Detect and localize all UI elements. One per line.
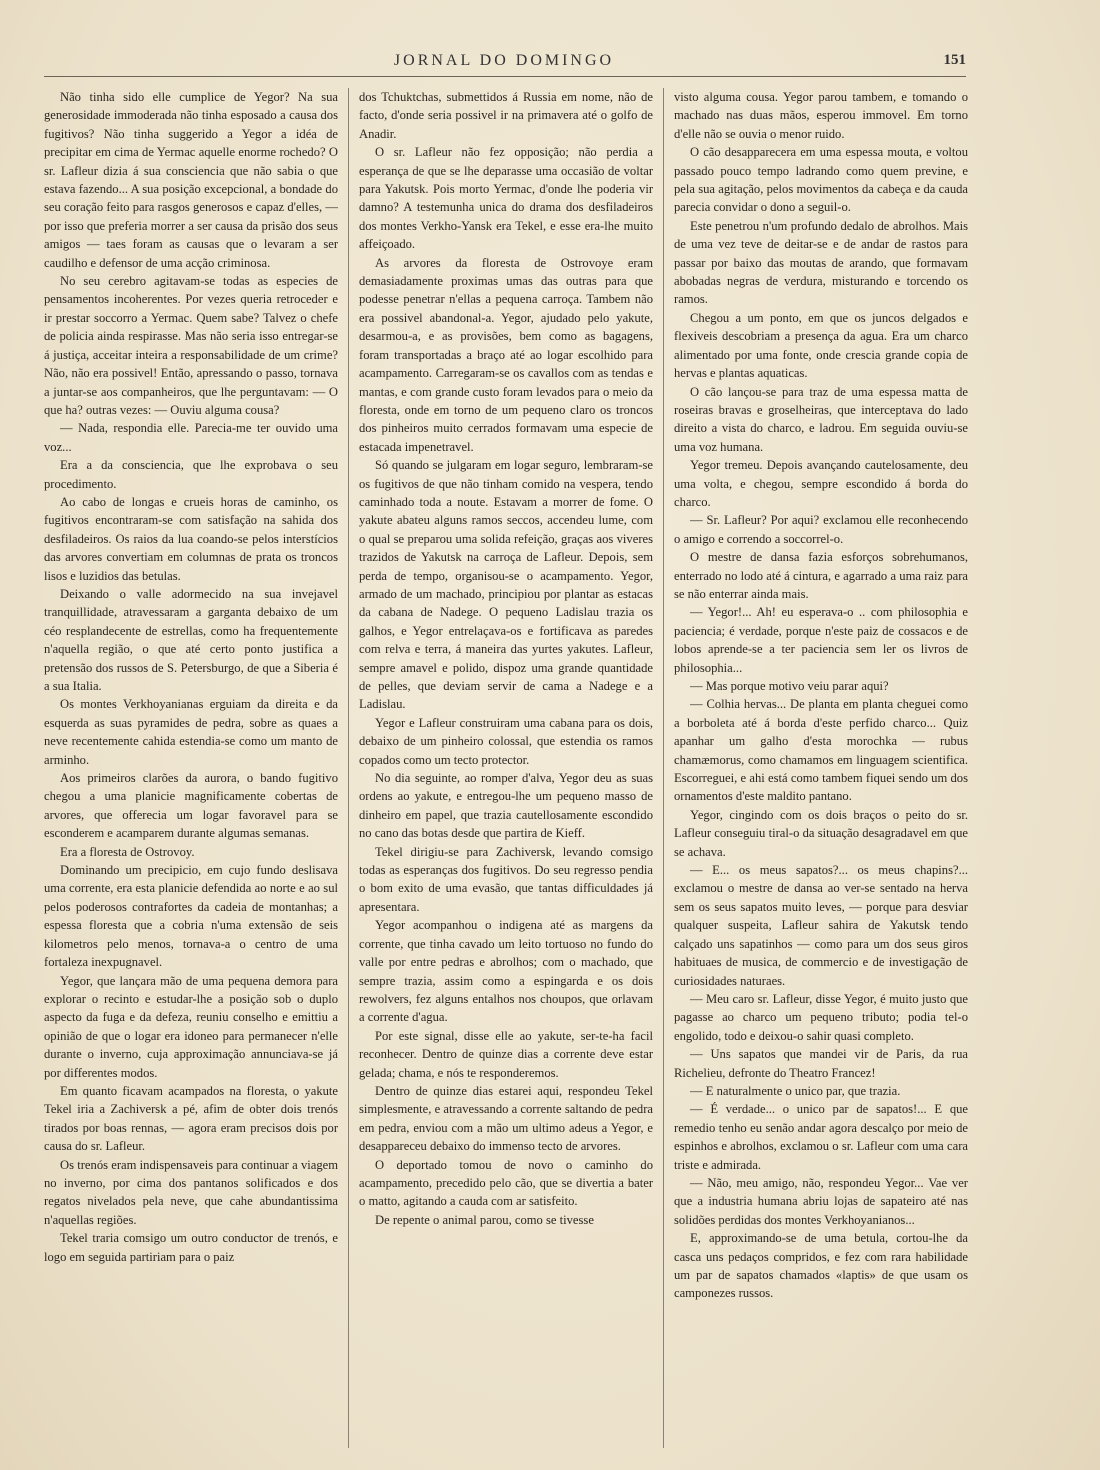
paragraph: Não tinha sido elle cumplice de Yegor? Na sua generosidade immoderada não tinha esposado a causa dos fugitivos? Não tinha suggerido a Yegor a idéa de precipitar em cima de Yermac aquelle enorme rochedo? O sr. Lafleur dizia á sua consciencia que não sabia o que estava fazendo... A sua posição excepcional, a bondade do seu coração feito para rasgos generosos e capaz d'elles, — por isso que preferia morrer a ser causa da prisão dos seus amigos — taes foram as causas que o levaram a ser caudilho e defensor de uma acção criminosa. <box>44 90 339 270</box>
paragraph: E, approximando-se de uma betula, cortou-lhe da casca uns pedaços compridos, e fez com rara habilidade um par de sapatos chamados «laptis» de que usam os camponezes russos. <box>674 1231 969 1301</box>
paragraph: — É verdade... o unico par de sapatos!... E que remedio tenho eu senão andar agora descalço por meio de espinhos e abrolhos, exclamou o sr. Lafleur com uma cara triste e admirada. <box>674 1102 969 1172</box>
paragraph: O cão lançou-se para traz de uma espessa matta de roseiras bravas e groselheiras, que interceptava do lado direito a vista do charco, e ladrou. Em seguida ouviu-se uma voz humana. <box>674 384 969 454</box>
paragraph: Deixando o valle adormecido na sua invejavel tranquillidade, atravessaram a garganta debaixo de um céo resplandecente de estrellas, como ha frequentemente n'aquella região, o que até certo ponto justifica a pretensão dos russos de S. Petersburgo, de que a Siberia é a sua Italia. <box>44 586 339 693</box>
paragraph: No seu cerebro agitavam-se todas as especies de pensamentos incoherentes. Por vezes queria retroceder e ir prestar soccorro a Yermac. Quem sabe? Talvez o chefe de policia ainda respirasse. Mas não seria isso entregar-se á justiça, acceitar inteira a responsabilidade de um crime? Não, não era possivel! Então, apressando o passo, tornava a juntar-se aos companheiros, que lhe perguntavam: — O que ha? outras vezes: — Ouviu alguma cousa? <box>44 274 339 417</box>
paragraph: visto alguma cousa. Yegor parou tambem, e tomando o machado nas duas mãos, esperou immovel. Em torno d'elle não se ouvia o menor ruido. <box>674 90 969 141</box>
paragraph: Tekel dirigiu-se para Zachiversk, levando comsigo todas as esperanças dos fugitivos. Do seu regresso pendia o bom exito de uma evasão, que tantas difficuldades já apresentara. <box>359 844 654 914</box>
column-divider <box>348 88 349 1448</box>
paragraph: Por este signal, disse elle ao yakute, ser-te-ha facil reconhecer. Dentro de quinze dias a corrente deve estar gelada; chama, e nós te responderemos. <box>359 1028 654 1080</box>
paragraph: O cão desapparecera em uma espessa mouta, e voltou passado pouco tempo ladrando como quem previne, e pela sua agitação, pelos movimentos da cabeça e da cauda parecia convidar o dono a seguil-o. <box>674 145 969 215</box>
paragraph: dos Tchuktchas, submettidos á Russia em nome, não de facto, d'onde seria possivel ir na primavera até o golfo de Anadir. <box>359 90 654 141</box>
paragraph: Dentro de quinze dias estarei aqui, respondeu Tekel simplesmente, e atravessando a corrente saltando de pedra em pedra, enviou com a mão um ultimo adeus a Yegor, e desappareceu debaixo do immenso tecto de arvores. <box>359 1083 654 1154</box>
paragraph: — Meu caro sr. Lafleur, disse Yegor, é muito justo que pagasse ao charco um pequeno tributo; podia tel-o engolido, todo e deixou-o sahir quasi completo. <box>674 991 969 1043</box>
paragraph: — Yegor!... Ah! eu esperava-o .. com philosophia e paciencia; é verdade, porque n'este paiz de cossacos e de lobos aprende-se a ter paciencia sem ler os livros de philosophia... <box>674 605 969 675</box>
paragraph: Aos primeiros clarões da aurora, o bando fugitivo chegou a uma planicie magnificamente cobertas de arvores, que offerecia um logar favoravel para se esconderem e acamparem durante algumas semanas. <box>44 771 339 841</box>
paragraph: O sr. Lafleur não fez opposição; não perdia a esperança de que se lhe deparasse uma occasião de voltar para Yakutsk. Pois morto Yermac, d'onde lhe poderia vir damno? A testemunha unica do drama dos desfiladeiros dos montes Verkho-Yansk era Tekel, e esse era-lhe muito affeiçoado. <box>359 145 654 252</box>
paragraph: Yegor, cingindo com os dois braços o peito do sr. Lafleur conseguiu tiral-o da situação desagradavel em que se achava. <box>674 807 969 859</box>
paragraph: — Colhia hervas... De planta em planta cheguei como a borboleta até á borda d'este perfido charco... Quiz apanhar um galho d'esta morochka — rubus chamæmorus, como chamamos em linguagem scientifica. Escorreguei, e ahi está como tambem fiquei sendo um dos ornamentos d'este maldito pantano. <box>674 697 969 804</box>
paragraph: — Mas porque motivo veiu parar aqui? <box>690 679 889 693</box>
paragraph: Yegor e Lafleur construiram uma cabana para os dois, debaixo de um pinheiro colossal, que estendia os ramos copados como um tecto protector. <box>359 715 654 767</box>
paragraph: — Não, meu amigo, não, respondeu Yegor... Vae ver que a industria humana abriu lojas de sapateiro até nas solidões perdidas dos montes Verkhoyanianos... <box>674 1175 969 1227</box>
paragraph: Era a floresta de Ostrovoy. <box>60 844 195 859</box>
paragraph: Yegor, que lançara mão de uma pequena demora para explorar o recinto e estudar-lhe a posição sob o duplo aspecto da fuga e da defeza, reuniu conselho e emittiu a opinião de que o logar era idoneo para permanecer n'elle durante o inverno, cuja approximação annunciava-se já por differentes modos. <box>44 973 339 1080</box>
paragraph: Ao cabo de longas e crueis horas de caminho, os fugitivos encontraram-se com satisfação na sahida dos desfiladeiros. Os raios da lua coando-se pelos interstícios das arvores convertiam em columnas de prata os troncos lisos e luzidios das betulas. <box>44 494 339 583</box>
column-2 <box>359 88 653 1448</box>
paragraph: Yegor tremeu. Depois avançando cautelosamente, deu uma volta, e chegou, sempre escondido á borda do charco. <box>674 458 969 509</box>
paragraph: Dominando um precipicio, em cujo fundo deslisava uma corrente, era esta planicie defendida ao norte e ao sul pelos poderosos contrafortes da cadeia de montanhas; a espessa floresta que a cobria n'uma extensão de seis kilometros pelo menos, tornava-a o centro de uma fortaleza inexpugnavel. <box>44 863 339 970</box>
column-3 <box>674 88 968 1448</box>
paragraph: Em quanto ficavam acampados na floresta, o yakute Tekel iria a Zachiversk a pé, afim de obter dois trenós tirados por boas rennas, — agora eram precisos dois por causa do sr. Lafleur. <box>44 1083 339 1154</box>
paragraph: — Uns sapatos que mandei vir de Paris, da rua Richelieu, defronte do Theatro Francez! <box>674 1047 969 1080</box>
paragraph: Os trenós eram indispensaveis para continuar a viagem no inverno, por cima dos pantanos solificados e dos regatos nivelados pela neve, que cahe abundantissima n'aquellas regiões. <box>44 1157 339 1227</box>
masthead: JORNAL DO DOMINGO <box>393 52 615 69</box>
paragraph: — E naturalmente o unico par, que trazia. <box>690 1083 901 1098</box>
paragraph: Chegou a um ponto, em que os juncos delgados e flexiveis descobriam a presença da agua. Era um charco alimentado por uma fonte, onde crescia grande copia de hervas e plantas aquaticas. <box>674 310 969 381</box>
text-columns <box>44 88 968 1448</box>
paragraph: As arvores da floresta de Ostrovoye eram demasiadamente proximas umas das outras para que podesse penetrar n'ellas a pequena carroça. Tambem não era possivel abandonal-a. Yegor, ajudado pelo yakute, desarmou-a, e as provisões, bem como as bagagens, foram transportadas a braço até ao logar escolhido para acampamento. Carregaram-se os cavallos com as tendas e mantas, e com grande custo foram levados para o meio da floresta, onde em torno de um pequeno claro os troncos dos pinheiros muito cerrados formavam uma especie de estacada impenetravel. <box>359 255 654 454</box>
paragraph: O mestre de dansa fazia esforços sobrehumanos, enterrado no lodo até á cintura, e agarrado a uma raiz para se não enterrar ainda mais. <box>674 550 969 601</box>
paragraph: — Sr. Lafleur? Por aqui? exclamou elle reconhecendo o amigo e correndo a soccorrel-o. <box>674 513 969 546</box>
paragraph: Yegor acompanhou o indigena até as margens da corrente, que tinha cavado um leito tortuoso no fundo do valle por entre pedras e abrolhos; com o machado, que sempre trazia, assim como a espingarda e os dois rewolvers, fez alguns entalhos nos choupos, que orlavam a corrente d'agua. <box>359 918 654 1025</box>
paragraph: Este penetrou n'um profundo dedalo de abrolhos. Mais de uma vez teve de deitar-se e de andar de rastos para passar por baixo das moutas de arando, que formavam abobadas negras de verdura, misturando e torcendo os ramos. <box>674 218 969 307</box>
paragraph: De repente o animal parou, como se tivesse <box>375 1212 594 1227</box>
page-number: 151 <box>943 52 966 68</box>
paragraph: Só quando se julgaram em logar seguro, lembraram-se os fugitivos de que não tinham comido na vespera, tendo caminhado toda a noute. Estavam a morrer de fome. O yakute abateu alguns ramos seccos, accendeu lume, com o qual se preparou uma solida refeição, graças aos viveres trazidos de Yakutsk na carroça de Lafleur. Depois, sem perda de tempo, organisou-se o acampamento. Yegor, armado de um machado, principiou por plantar as estacas da cabana de Nadege. O pequeno Ladislau trazia os galhos, e Yegor entrelaçava-os e fortificava as paredes com relva e terra, á maneira das yurtes yakutes. Lafleur, sempre amavel e polido, dispoz uma grande quantidade de pelles, que deviam servir de cama a Nadege e a Ladislau. <box>359 458 654 712</box>
paragraph: — Nada, respondia elle. Parecia-me ter ouvido uma voz... <box>44 421 339 454</box>
header-rule <box>44 76 966 77</box>
paragraph: O deportado tomou de novo o caminho do acampamento, precedido pelo cão, que se divertia a bater o matto, agitando a cauda com ar satisfeito. <box>359 1157 654 1209</box>
paragraph: Era a da consciencia, que lhe exprobava o seu procedimento. <box>44 458 339 491</box>
paragraph: — E... os meus sapatos?... os meus chapins?... exclamou o mestre de dansa ao ver-se sentado na herva sem os seus sapatos muito leves, — porque para desviar qualquer suspeita, Lafleur sahira de Yakutsk tendo calçado uns sapatinhos — como para um dos seus giros habituaes de musica, de commercio e de investigação de curiosidades naturaes. <box>674 863 969 988</box>
paragraph: Os montes Verkhoyanianas erguiam da direita e da esquerda as suas pyramides de pedra, sobre as quaes a neve recentemente cahida estendia-se como um manto de arminho. <box>44 697 339 767</box>
paragraph: No dia seguinte, ao romper d'alva, Yegor deu as suas ordens ao yakute, e entregou-lhe um pequeno masso de dinheiro em papel, que trazia cautellosamente escondido no cano das botas desde que partira de Kieff. <box>359 771 654 841</box>
paragraph: Tekel traria comsigo um outro conductor de trenós, e logo em seguida partiriam para o paiz <box>44 1231 339 1264</box>
column-divider <box>663 88 664 1448</box>
column-1 <box>44 88 338 1448</box>
